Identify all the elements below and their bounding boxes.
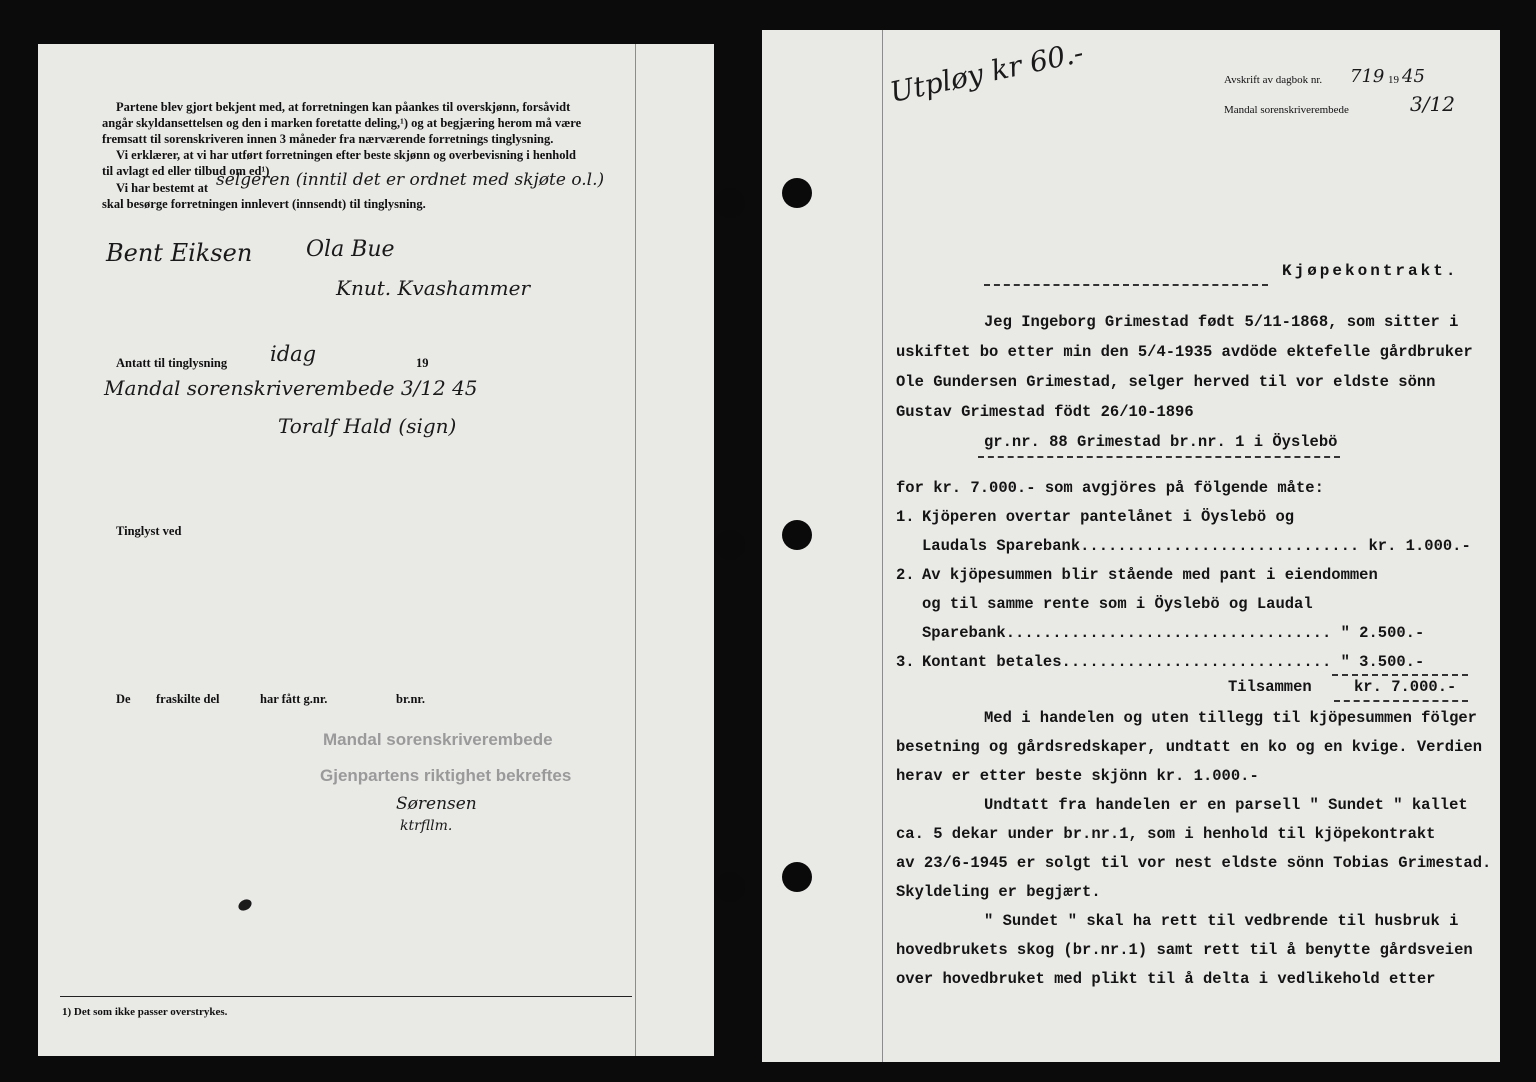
antatt-year: 19 xyxy=(416,356,429,370)
rett-line-1: " Sundet " skal ha rett til vedbrende til husbruk i xyxy=(984,912,1459,930)
item-num-1: 1. xyxy=(896,508,915,526)
antatt-label: Antatt til tinglysning xyxy=(116,356,228,370)
year: 45 xyxy=(1402,66,1425,87)
total-value: kr. 7.000.- xyxy=(1354,678,1457,696)
header-date: 3/12 xyxy=(1410,92,1455,116)
handelen-line-1: Med i handelen og uten tillegg til kjöpesummen fölger xyxy=(984,709,1477,727)
footnote-rule xyxy=(60,996,632,997)
handelen-line-2: besetning og gårdsredskaper, undtatt en ko og en kvige. Verdien xyxy=(896,738,1482,756)
margin-rule xyxy=(882,30,883,1062)
right-page xyxy=(762,30,1500,1062)
item-num-3: 3. xyxy=(896,653,915,671)
item-text-3: Kontant betales............................. " 3.500.- xyxy=(922,653,1425,671)
margin-note: Utpløy kr 60.- xyxy=(887,35,1087,109)
stamp-signature: Sørensen xyxy=(396,794,477,814)
contract-title: Kjøpekontrakt. xyxy=(1282,262,1459,280)
property-line: gr.nr. 88 Grimestad br.nr. 1 i Öyslebö xyxy=(984,433,1338,451)
total-underline xyxy=(1334,700,1468,702)
sundet-line-1: Undtatt fra handelen er en parsell " Sundet " kallet xyxy=(984,796,1468,814)
fraskilt-de: De xyxy=(116,692,131,706)
body-line-1: Jeg Ingeborg Grimestad født 5/11-1868, som sitter i xyxy=(984,313,1459,331)
body-line-4: Gustav Grimestad födt 26/10-1896 xyxy=(896,403,1194,421)
para1-line1: Partene blev gjort bekjent med, at forretningen kan påankes til overskjønn, forsåvidt xyxy=(116,100,571,114)
signature-3: Knut. Kvashammer xyxy=(336,276,531,300)
tinglyst-label: Tinglyst ved xyxy=(116,524,182,538)
body-line-2: uskiftet bo etter min den 5/4-1935 avdöde ektefelle gårdbruker xyxy=(896,343,1473,361)
binder-hole xyxy=(715,188,745,218)
body-line-3: Ole Gundersen Grimestad, selger herved til vor eldste sönn xyxy=(896,373,1436,391)
stamp-top: Mandal sorenskriverembede xyxy=(323,730,553,749)
footnote: 1) Det som ikke passer overstrykes. xyxy=(62,1006,228,1018)
header-label: Avskrift av dagbok nr. xyxy=(1224,74,1323,86)
rett-line-2: hovedbrukets skog (br.nr.1) samt rett til å benytte gårdsveien xyxy=(896,941,1473,959)
header-office: Mandal sorenskriverembede xyxy=(1224,104,1349,116)
binder-hole xyxy=(715,530,745,560)
antatt-handwritten: idag xyxy=(270,342,317,366)
rett-line-3: over hovedbruket med plikt til å delta i vedlikehold etter xyxy=(896,970,1436,988)
item-text-2c: Sparebank................................... " 2.500.- xyxy=(922,624,1425,642)
sum-underline xyxy=(1332,674,1468,676)
signature-1: Bent Eiksen xyxy=(106,239,253,267)
item-text-1b: Laudals Sparebank.............................. kr. 1.000.- xyxy=(922,537,1471,555)
sundet-line-3: av 23/6-1945 er solgt til vor nest eldste sönn Tobias Grimestad. xyxy=(896,854,1492,872)
sundet-line-4: Skyldeling er begjært. xyxy=(896,883,1101,901)
besorge-line: skal besørge forretningen innlevert (innsendt) til tinglysning. xyxy=(102,197,426,211)
margin-rule xyxy=(635,44,636,1056)
bestemt-handwritten: selgeren (inntil det er ordnet med skjøte o.l.) xyxy=(216,170,605,190)
item-text-2b: og til samme rente som i Öyslebö og Laudal xyxy=(922,595,1313,613)
signature-2: Ola Bue xyxy=(306,237,395,262)
item-text-2: Av kjöpesummen blir stående med pant i eiendommen xyxy=(922,566,1378,584)
fraskilt-gnr: har fått g.nr. xyxy=(260,692,328,706)
fraskilt-del: fraskilte del xyxy=(156,692,220,706)
year-prefix: 19 xyxy=(1388,74,1399,86)
mandal-handwritten: Mandal sorenskriverembede 3/12 45 xyxy=(104,376,478,400)
dagbok-nr: 719 xyxy=(1350,66,1385,87)
item-num-2: 2. xyxy=(896,566,915,584)
total-label: Tilsammen xyxy=(1228,678,1312,696)
sundet-line-2: ca. 5 dekar under br.nr.1, som i henhold til kjöpekontrakt xyxy=(896,825,1436,843)
bestemt-label: Vi har bestemt at xyxy=(116,181,208,195)
property-underline xyxy=(978,456,1340,458)
para1-line2: angår skyldansettelsen og den i marken foretatte deling,¹) og at begjæring herom må være xyxy=(102,116,582,130)
fraskilt-brnr: br.nr. xyxy=(396,692,425,706)
para2-line2: til avlagt ed eller tilbud om ed¹) xyxy=(102,164,270,178)
item-text-1: Kjöperen overtar pantelånet i Öyslebö og xyxy=(922,508,1295,526)
price-line: for kr. 7.000.- som avgjöres på fölgende måte: xyxy=(896,479,1324,497)
stamp-signature-2: ktrfllm. xyxy=(400,818,453,834)
title-underline xyxy=(984,284,1268,286)
para2-line1: Vi erklærer, at vi har utført forretningen efter beste skjønn og overbevisning i henhold xyxy=(116,148,576,162)
binder-hole xyxy=(782,862,812,892)
binder-hole xyxy=(715,872,745,902)
ink-blot xyxy=(236,897,253,913)
left-page xyxy=(38,44,714,1056)
signer-handwritten: Toralf Hald (sign) xyxy=(278,414,457,438)
stamp-bottom: Gjenpartens riktighet bekreftes xyxy=(320,766,572,785)
binder-hole xyxy=(782,520,812,550)
para1-line3: fremsatt til sorenskriveren innen 3 måneder fra nærværende forretnings tinglysning. xyxy=(102,132,554,146)
binder-hole xyxy=(782,178,812,208)
handelen-line-3: herav er etter beste skjönn kr. 1.000.- xyxy=(896,767,1259,785)
